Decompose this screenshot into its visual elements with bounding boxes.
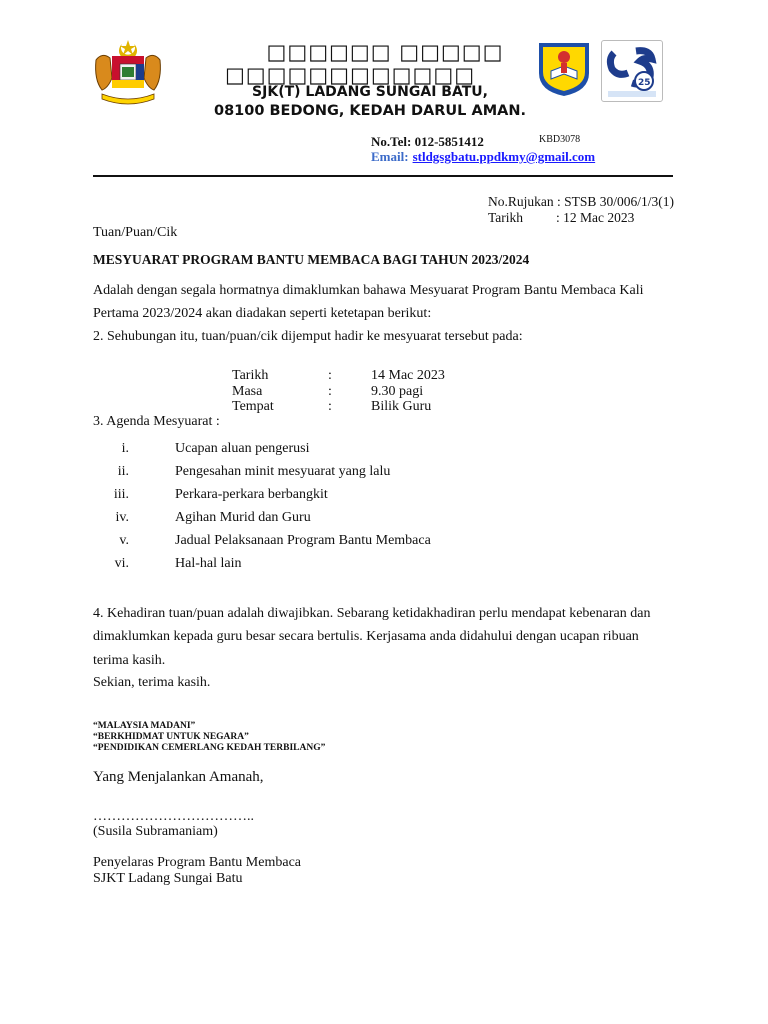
email-line (371, 148, 595, 166)
paragraph-4-line-1: 4. Kehadiran tuan/puan adalah diwajibkan. Sebarang ketidakhadiran perlu mendapat kebenaran dan (93, 606, 651, 621)
list-item (93, 441, 653, 464)
signer-name: (Susila Subramaniam) (93, 824, 218, 839)
schedule-row-date (232, 368, 532, 384)
school-code: KBD3078 (539, 134, 581, 145)
agenda-number: iii. (113, 487, 129, 502)
agenda-number: i. (121, 441, 129, 456)
signer-school: SJKT Ladang Sungai Batu (93, 871, 243, 886)
schedule-separator: : (328, 399, 332, 414)
agenda-list (93, 441, 653, 579)
signature-line: …………………………….. (93, 809, 254, 824)
list-item (93, 464, 653, 487)
schedule-row-place (232, 399, 532, 415)
school-name: SJK(T) LADANG SUNGAI BATU, (252, 84, 488, 100)
agenda-number: iv. (115, 510, 129, 525)
meeting-schedule (232, 368, 532, 415)
letter-date-label: Tarikh (488, 210, 524, 225)
letter-title: MESYUARAT PROGRAM BANTU MEMBACA BAGI TAHUN 2023/2024 (93, 252, 530, 267)
list-item (93, 556, 653, 579)
paragraph-1-line-2: Pertama 2023/2024 akan diadakan seperti ketetapan berikut: (93, 306, 432, 321)
school-name-tamil-line1: □□□□□□ □□□□□ (266, 40, 504, 64)
schedule-value: 14 Mac 2023 (371, 368, 445, 383)
agenda-number: v. (119, 533, 129, 548)
list-item (93, 533, 653, 556)
schedule-label: Masa (232, 383, 263, 399)
agenda-text: Hal-hal lain (175, 556, 242, 571)
motto-2: “BERKHIDMAT UNTUK NEGARA” (93, 732, 249, 742)
agenda-heading: 3. Agenda Mesyuarat : (93, 414, 220, 429)
list-item (93, 487, 653, 510)
agenda-text: Agihan Murid dan Guru (175, 510, 311, 525)
paragraph-1-line-1: Adalah dengan segala hormatnya dimaklumkan bahawa Mesyuarat Program Bantu Membaca Kali (93, 283, 644, 298)
schedule-value: Bilik Guru (371, 399, 432, 414)
schedule-separator: : (328, 383, 332, 399)
school-address: 08100 BEDONG, KEDAH DARUL AMAN. (214, 103, 526, 119)
telephone: No.Tel: 012-5851412 (371, 134, 484, 149)
email-label: Email: (371, 149, 409, 164)
agenda-number: ii. (117, 464, 129, 479)
schedule-value: 9.30 pagi (371, 383, 424, 399)
school-name-tamil-line2: □□□□□□□□□□□□ (224, 63, 476, 87)
closing-line: Sekian, terima kasih. (93, 675, 211, 690)
reference-number: No.Rujukan : STSB 30/006/1/3(1) (488, 194, 675, 209)
agenda-text: Ucapan aluan pengerusi (175, 441, 310, 456)
salutation: Tuan/Puan/Cik (93, 225, 178, 240)
schedule-label: Tempat (232, 399, 274, 414)
kssr-25-logo (601, 40, 663, 102)
letter-date-value: : 12 Mac 2023 (556, 210, 635, 225)
signer-position: Penyelaras Program Bantu Membaca (93, 855, 301, 870)
svg-text:25: 25 (638, 78, 651, 88)
email-link[interactable]: stldgsgbatu.ppdkmy@gmail.com (412, 149, 596, 164)
agenda-number: vi. (114, 556, 129, 571)
malaysia-coat-of-arms-logo (92, 38, 164, 108)
header-divider (93, 175, 673, 177)
agenda-text: Jadual Pelaksanaan Program Bantu Membaca (175, 533, 431, 548)
motto-3: “PENDIDIKAN CEMERLANG KEDAH TERBILANG” (93, 743, 326, 753)
motto-1: “MALAYSIA MADANI” (93, 721, 196, 731)
agenda-text: Perkara-perkara berbangkit (175, 487, 328, 502)
list-item (93, 510, 653, 533)
paragraph-4-line-3: terima kasih. (93, 653, 166, 668)
agenda-text: Pengesahan minit mesyuarat yang lalu (175, 464, 391, 479)
paragraph-4-line-2: dimaklumkan kepada guru besar secara bertulis. Kerjasama anda didahului dengan ucapan ribuan (93, 629, 639, 644)
sign-off: Yang Menjalankan Amanah, (93, 769, 264, 785)
paragraph-2: 2. Sehubungan itu, tuan/puan/cik dijemput hadir ke mesyuarat tersebut pada: (93, 329, 523, 344)
schedule-row-time (232, 384, 532, 400)
schedule-separator: : (328, 368, 332, 383)
schedule-label: Tarikh (232, 368, 269, 383)
